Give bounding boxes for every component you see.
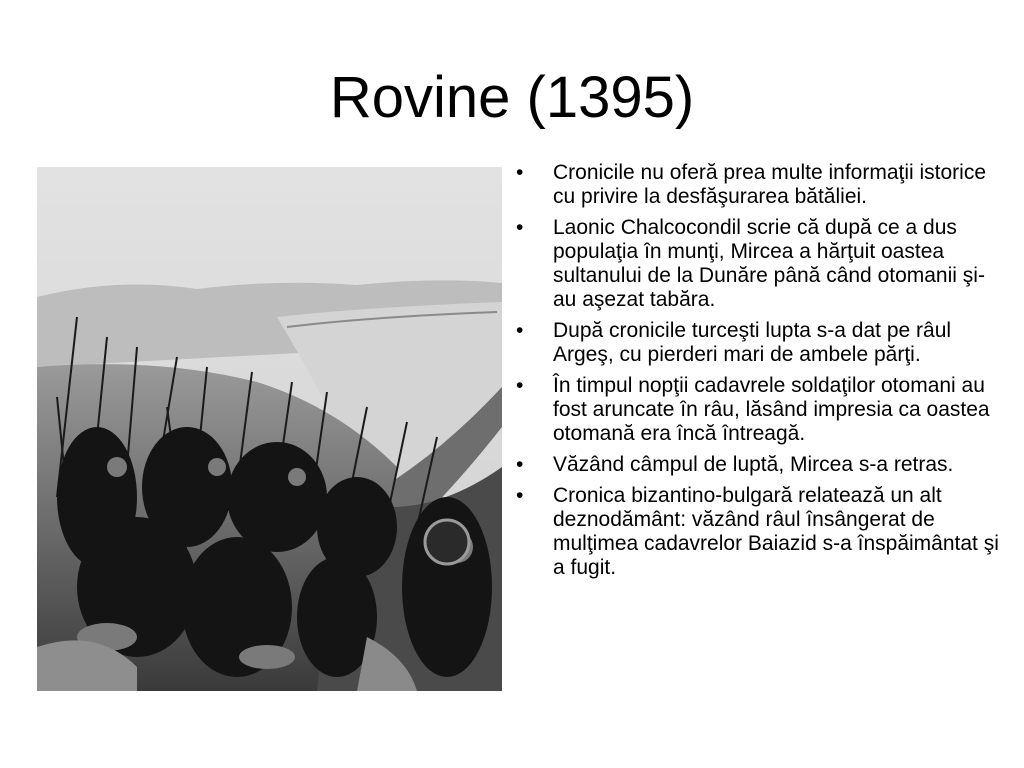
bullet-text: După cronicile turceşti lupta s-a dat pe râul Argeş, cu pierderi mari de ambele părţi. <box>553 319 952 366</box>
slide-title: Rovine (1395) <box>329 65 695 130</box>
bullet-item <box>512 453 1002 477</box>
bullet-glyph: • <box>516 216 524 239</box>
bullet-glyph: • <box>516 319 524 342</box>
battle-engraving-image <box>37 167 502 691</box>
bullet-item <box>512 319 1002 367</box>
bullet-glyph: • <box>516 374 524 397</box>
bullet-text: Laonic Chalcocondil scrie că după ce a dus populaţia în munţi, Mircea a hărţuit oastea sultanului de la Dunăre până când otomanii şi-au aşezat tabăra. <box>553 216 985 311</box>
bullet-text: Văzând câmpul de luptă, Mircea s-a retras. <box>553 453 954 476</box>
bullet-glyph: • <box>516 484 524 507</box>
bullet-item <box>512 161 1002 209</box>
bullet-list <box>512 161 1002 587</box>
bullet-item <box>512 374 1002 446</box>
bullet-item <box>512 216 1002 312</box>
bullet-text: Cronicile nu oferă prea multe informaţii istorice cu privire la desfăşurarea bătăliei. <box>553 161 987 208</box>
bullet-item <box>512 484 1002 580</box>
bullet-glyph: • <box>516 161 524 184</box>
bullet-glyph: • <box>516 453 524 476</box>
bullet-text: Cronica bizantino-bulgară relatează un alt deznodământ: văzând râul însângerat de mulţimea cadavrelor Baiazid s-a înspăimântat şi a fugit. <box>553 484 999 579</box>
bullet-text: În timpul nopţii cadavrele soldaţilor otomani au fost aruncate în râu, lăsând impresia ca oastea otomană era încă întreagă. <box>553 374 990 445</box>
battle-illustration <box>37 167 502 691</box>
